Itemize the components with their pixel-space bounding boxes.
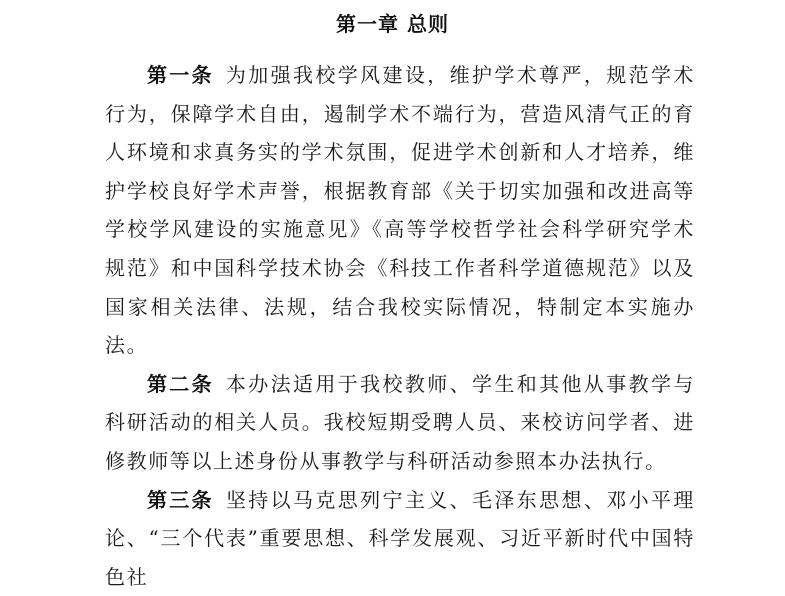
article-text: 坚持以马克思列宁主义、毛泽东思想、邓小平理论、“三个代表”重要思想、科学发展观、习近平新时代中国特色社 <box>105 487 696 589</box>
article-paragraph-2 <box>105 365 695 481</box>
article-text: 为加强我校学风建设，维护学术尊严，规范学术行为，保障学术自由，遏制学术不端行为，营造风清气正的育人环境和求真务实的学术氛围，促进学术创新和人才培养，维护学校良好学术声誉，根据教育部《关于切实加强和改进高等学校学风建设的实施意见》《高等学校哲学社会科学研究学术规范》和中国科学技术协会《科技工作者科学道德规范》以及国家相关法律、法规，结合我校实际情况，特制定本实施办法。 <box>105 63 696 358</box>
chapter-title: 第一章 总则 <box>336 12 449 36</box>
document-body <box>105 56 695 596</box>
article-label: 第一条 <box>147 63 214 87</box>
article-text: 本办法适用于我校教师、学生和其他从事教学与科研活动的相关人员。我校短期受聘人员、来校访问学者、进修教师等以上述身份从事教学与科研活动参照本办法执行。 <box>105 371 696 473</box>
article-label: 第三条 <box>147 487 214 512</box>
article-label: 第二条 <box>147 371 214 396</box>
article-paragraph-1 <box>105 56 695 365</box>
article-paragraph-3 <box>105 481 695 596</box>
